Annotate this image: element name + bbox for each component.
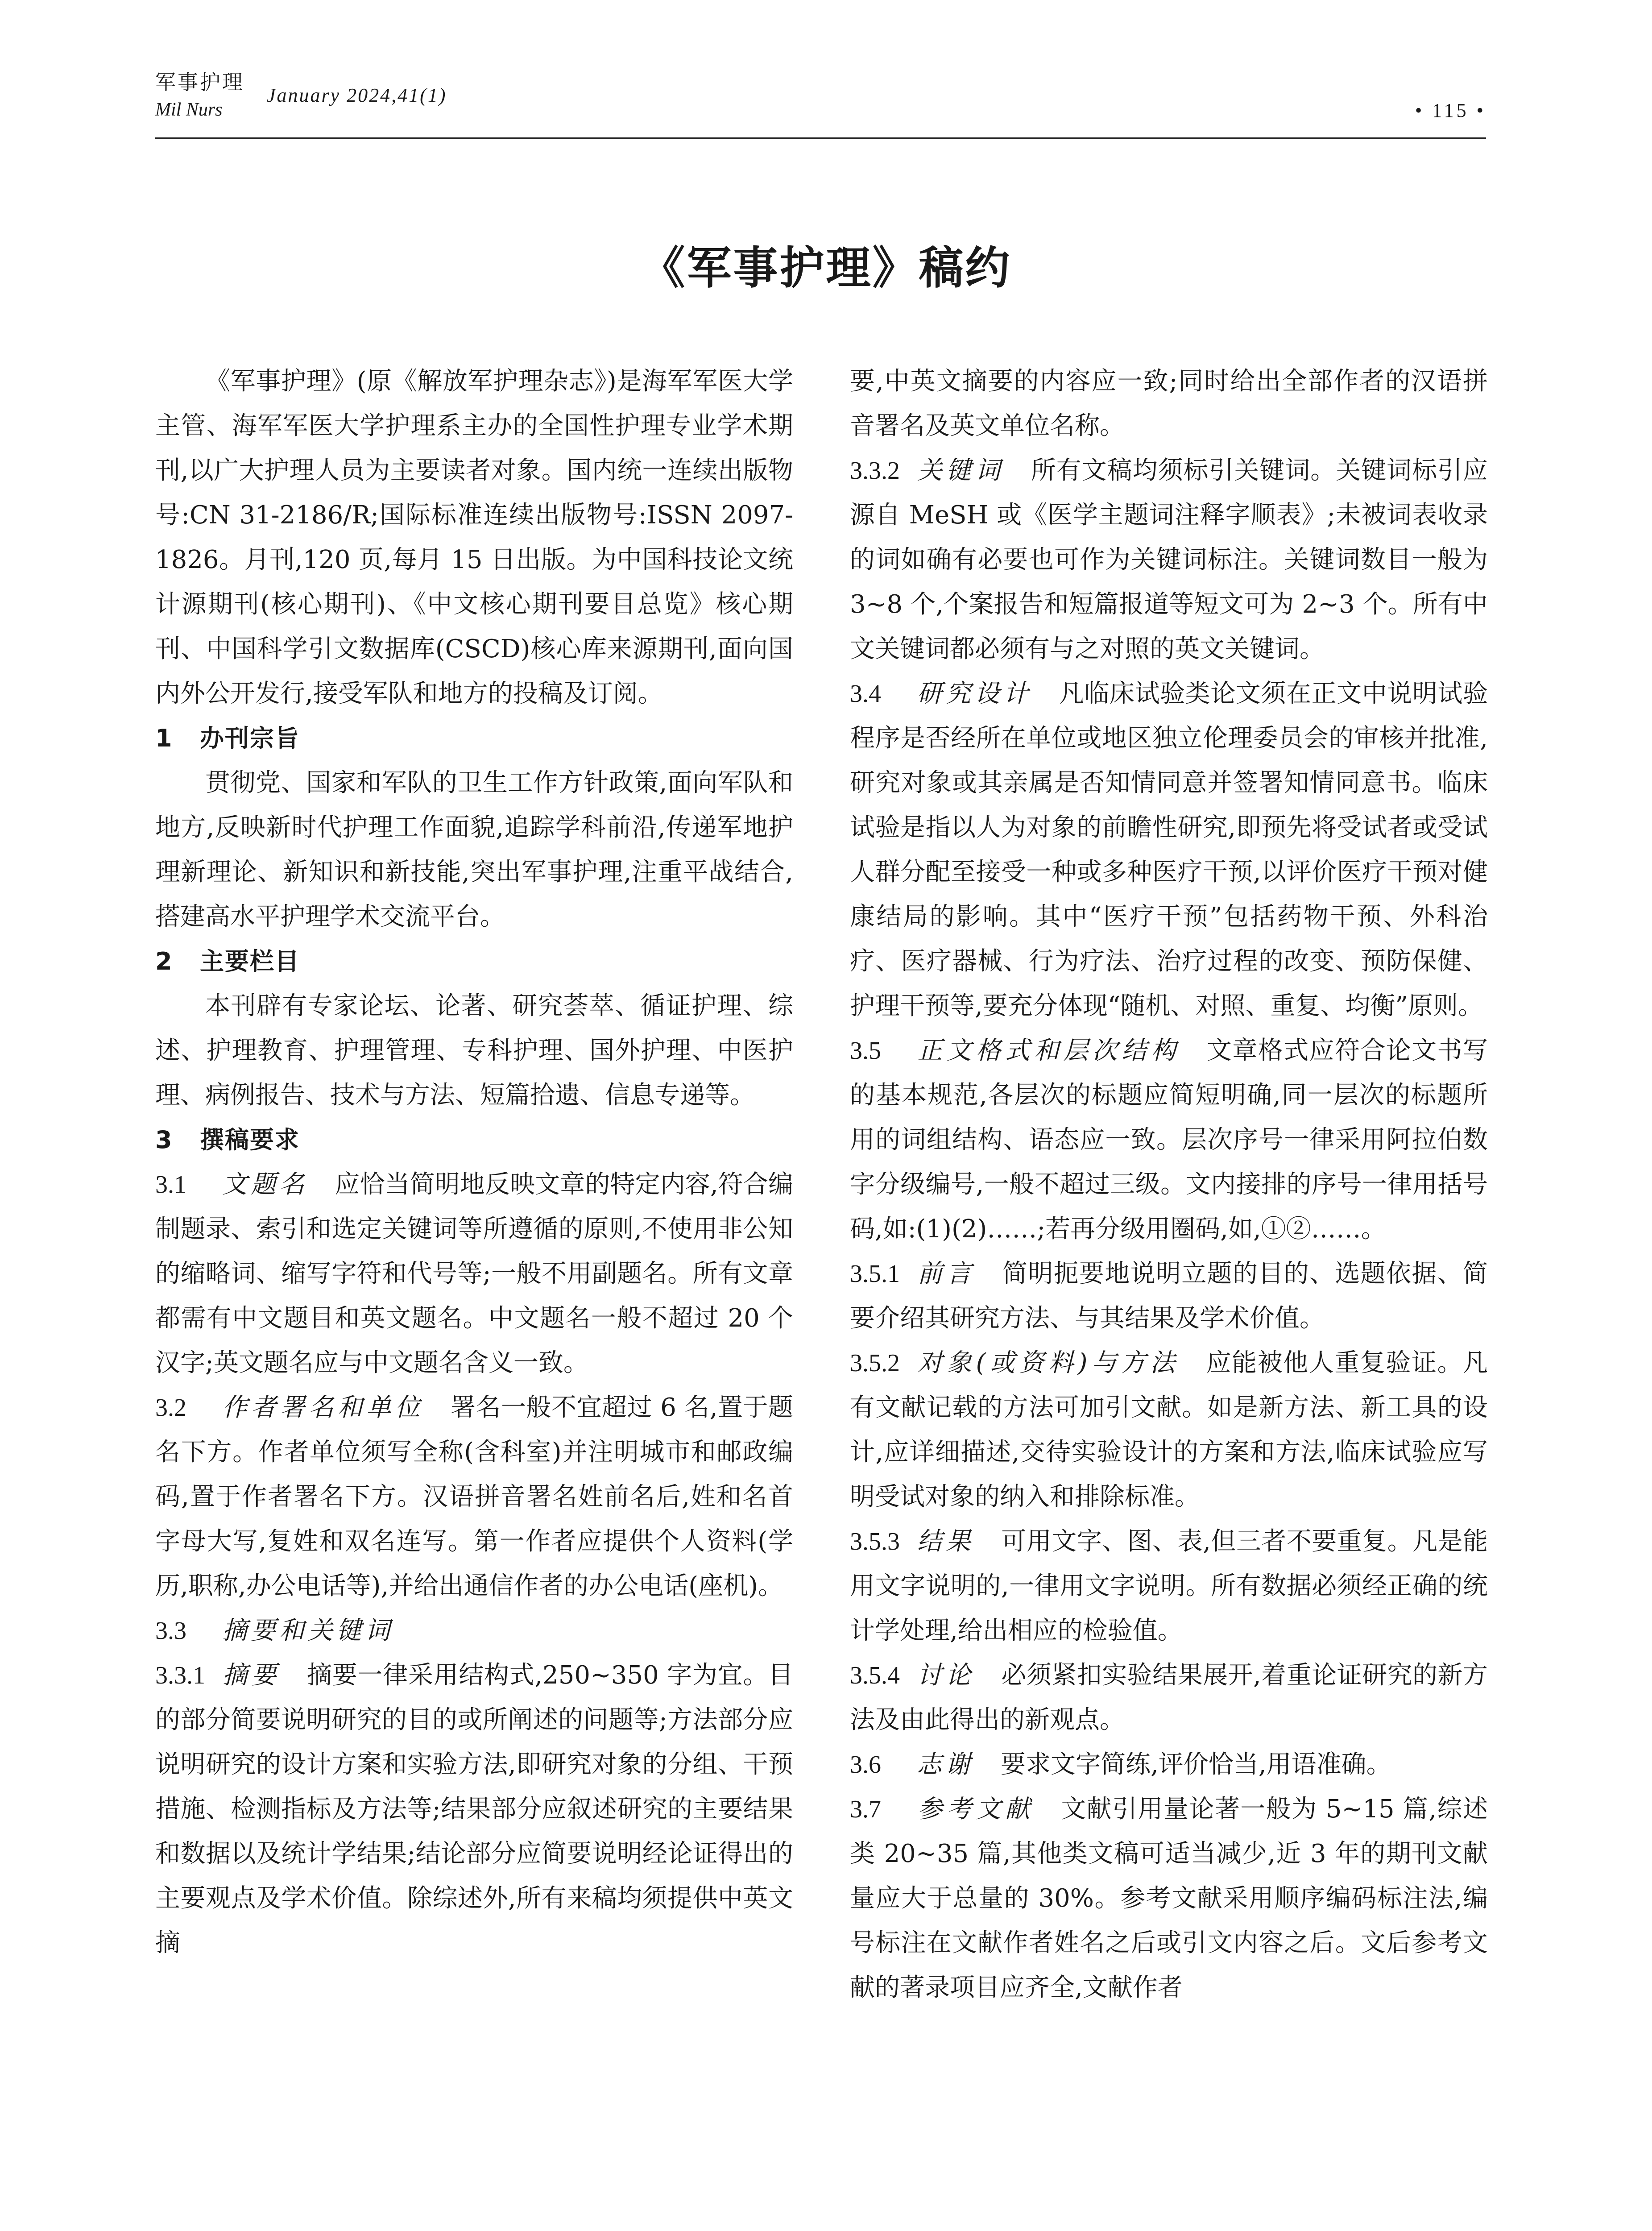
right-column [850,359,1488,2010]
subsection-keyword: 文题名 [222,1170,308,1199]
subsection-text: 摘要一律采用结构式,250~350 字为宜。目的部分简要说明研究的目的或所阐述的问题等;方法部分应说明研究的设计方案和实验方法,即研究对象的分组、干预措施、检测指标及方法等;结果部分应叙述研究的主要结果和数据以及统计学结果;结论部分应简要说明经论证得出的主要观点及学术价值。除综述外,所有来稿均须提供中英文摘 [155,1661,794,1957]
subsection-paragraph [850,672,1488,1028]
subsection-paragraph [850,1341,1488,1519]
subsection-number: 3.5.3 [850,1528,900,1555]
subsection-number: 3.1 [155,1171,186,1198]
subsection-paragraph [850,1028,1488,1252]
paragraph: 《军事护理》(原《解放军护理杂志》)是海军军医大学主管、海军军医大学护理系主办的全国性护理专业学术期刊,以广大护理人员为主要读者对象。国内统一连续出版物号:CN 31-2186/R;国际标准连续出版物号:ISSN 2097-1826。月刊,120 页,每月 15 日出版。为中国科技论文统计源期刊(核心期刊)、《中文核心期刊要目总览》核心期刊、中国科学引文数据库(CSCD)核心库来源期刊,面向国内外公开发行,接受军队和地方的投稿及订阅。 [155,367,794,708]
subsection-keyword: 对象(或资料)与方法 [917,1348,1180,1377]
subsection-text: 应能被他人重复验证。凡有文献记载的方法可加引文献。如是新方法、新工具的设计,应详细描述,交待实验设计的方案和方法,临床试验应写明受试对象的纳入和排除标准。 [850,1348,1488,1511]
left-column [155,359,793,1966]
subsection-keyword: 摘要和关键词 [222,1616,393,1645]
subsection-paragraph [155,1609,793,1653]
subsection-paragraph [850,1653,1488,1742]
subsection-keyword: 研究设计 [917,679,1032,708]
subsection-number: 3.5 [850,1037,881,1065]
subsection-paragraph [850,1742,1488,1787]
subsection-text: 所有文稿均须标引关键词。关键词标引应源自 MeSH 或《医学主题词注释字顺表》;未被词表收录的词如确有必要也可作为关键词标注。关键词数目一般为 3~8 个,个案报告和短篇报道等短文可为 2~3 个。所有中文关键词都必须有与之对照的英文关键词。 [850,456,1488,663]
subsection-paragraph [155,1653,793,1966]
subsection-keyword: 讨论 [917,1661,975,1690]
subsection-text: 署名一般不宜超过 6 名,置于题名下方。作者单位须写全称(含科室)并注明城市和邮政编码,置于作者署名下方。汉语拼音署名姓前名后,姓和名首字母大写,复姓和双名连写。第一作者应提供个人资料(学历,职称,办公电话等),并给出通信作者的办公电话(座机)。 [155,1393,794,1601]
subsection-number: 3.5.4 [850,1662,900,1689]
subsection-text: 凡临床试验类论文须在正文中说明试验程序是否经所在单位或地区独立伦理委员会的审核并批准,研究对象或其亲属是否知情同意并签署知情同意书。临床试验是指以人为对象的前瞻性研究,即预先将受试者或受试人群分配至接受一种或多种医疗干预,以评价医疗干预对健康结局的影响。其中“医疗干预”包括药物干预、外科治疗、医疗器械、行为疗法、治疗过程的改变、预防保健、护理干预等,要充分体现“随机、对照、重复、均衡”原则。 [850,679,1488,1020]
paragraph: 本刊辟有专家论坛、论著、研究荟萃、循证护理、综述、护理教育、护理管理、专科护理、国外护理、中医护理、病例报告、技术与方法、短篇拾遗、信息专递等。 [155,991,793,1110]
section-heading [155,716,793,761]
paragraph: 要,中英文摘要的内容应一致;同时给出全部作者的汉语拼音署名及英文单位名称。 [850,367,1488,440]
issue-info: January 2024,41(1) [267,84,447,106]
subsection-text: 文献引用量论著一般为 5~15 篇,综述类 20~35 篇,其他类文稿可适当减少,近 3 年的期刊文献量应大于总量的 30%。参考文献采用顺序编码标注法,编号标注在文献作者姓名之后或引文内容之后。文后参考文献的著录项目应齐全,文献作者 [850,1795,1488,2002]
subsection-keyword: 关键词 [917,456,1004,485]
subsection-number: 3.7 [850,1796,881,1823]
subsection-paragraph [155,1385,793,1609]
section-title: 办刊宗旨 [200,724,300,752]
journal-name-en: Mil Nurs [155,100,223,120]
section-title: 主要栏目 [200,947,300,975]
subsection-keyword: 前言 [917,1259,976,1288]
subsection-paragraph [850,1787,1488,2010]
article-title: 《军事护理》稿约 [640,242,1012,294]
subsection-text: 可用文字、图、表,但三者不要重复。凡是能用文字说明的,一律用文字说明。所有数据必须经正确的统计学处理,给出相应的检验值。 [850,1527,1488,1645]
subsection-number: 3.3 [155,1617,186,1645]
subsection-keyword: 志谢 [917,1750,974,1779]
header-rule [155,137,1486,139]
subsection-keyword: 参考文献 [917,1795,1035,1824]
subsection-keyword: 结果 [917,1527,975,1556]
section-number: 2 [155,947,173,975]
subsection-number: 3.4 [850,680,881,708]
subsection-paragraph [850,1252,1488,1341]
journal-name-cn: 军事护理 [155,70,244,94]
subsection-number: 3.5.2 [850,1349,900,1377]
subsection-keyword: 摘要 [222,1661,281,1690]
subsection-paragraph [850,1519,1488,1653]
paragraph: 贯彻党、国家和军队的卫生工作方针政策,面向军队和地方,反映新时代护理工作面貌,追踪学科前沿,传递军地护理新理论、新知识和新技能,突出军事护理,注重平战结合,搭建高水平护理学术交流平台。 [155,768,793,931]
page-number: • 115 • [1415,100,1486,121]
subsection-number: 3.5.1 [850,1260,900,1288]
section-heading [155,939,793,984]
subsection-paragraph [155,1162,793,1385]
subsection-number: 3.3.1 [155,1662,205,1689]
subsection-text: 文章格式应符合论文书写的基本规范,各层次的标题应简短明确,同一层次的标题所用的词组结构、语态应一致。层次序号一律采用阿拉伯数字分级编号,一般不超过三级。文内接排的序号一律用括号码,如:(1)(2)……;若再分级用圈码,如,①②……。 [850,1036,1488,1244]
section-title: 撰稿要求 [200,1126,300,1154]
section-number: 1 [155,724,173,752]
subsection-keyword: 作者署名和单位 [222,1393,424,1422]
subsection-number: 3.2 [155,1394,186,1422]
subsection-number: 3.3.2 [850,457,900,485]
subsection-paragraph [850,448,1488,672]
subsection-text: 要求文字简练,评价恰当,用语准确。 [1001,1750,1391,1779]
section-heading [155,1118,793,1162]
subsection-number: 3.6 [850,1751,881,1779]
subsection-keyword: 正文格式和层次结构 [917,1036,1180,1065]
subsection-text: 应恰当简明地反映文章的特定内容,符合编制题录、索引和选定关键词等所遵循的原则,不使用非公知的缩略词、缩写字符和代号等;一般不用副题名。所有文章都需有中文题目和英文题名。中文题名一般不超过 20 个汉字;英文题名应与中文题名含义一致。 [155,1170,793,1377]
section-number: 3 [155,1126,173,1154]
subsection-text: 必须紧扣实验结果展开,着重论证研究的新方法及由此得出的新观点。 [850,1661,1488,1734]
subsection-text: 简明扼要地说明立题的目的、选题依据、简要介绍其研究方法、与其结果及学术价值。 [850,1259,1488,1333]
